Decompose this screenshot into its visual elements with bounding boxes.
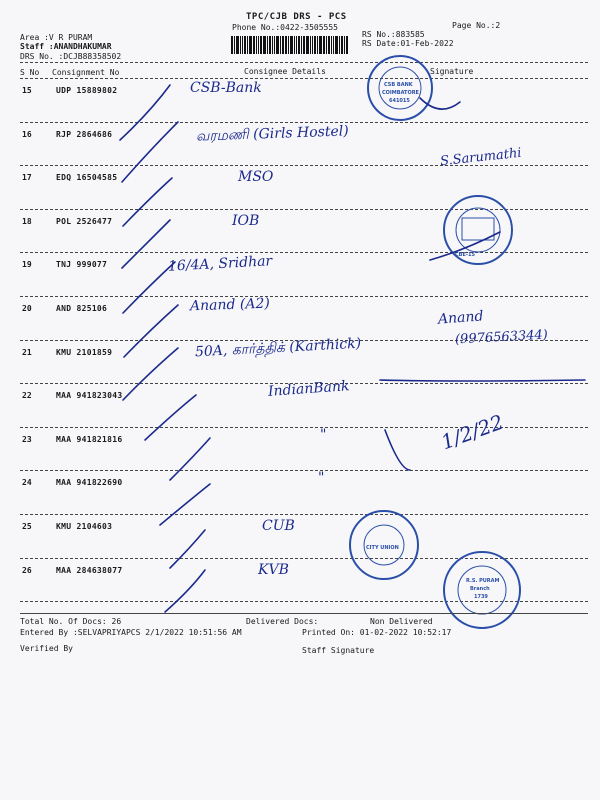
printed-on: Printed On: 01-02-2022 10:52:17 [302,628,452,637]
svg-text:641015: 641015 [389,98,410,104]
col-signature: Signature [430,67,474,76]
area-label: Area :V R PURAM [20,33,93,42]
row-consignee-handwriting: IOB [232,212,260,229]
row-consignment: POL 2526477 [56,216,113,226]
svg-text:CBE-15: CBE-15 [455,252,475,258]
svg-text:CSB BANK: CSB BANK [384,82,413,88]
row-sno: 20 [22,304,32,313]
svg-text:1739: 1739 [474,594,488,600]
page-number: Page No.:2 [452,21,501,30]
entered-by: Entered By :SELVAPRIYAPCS 2/1/2022 10:51:56 AM [20,628,242,637]
row-sno: 22 [22,391,32,401]
row-consignment: UDP 15889802 [56,86,118,95]
row-consignee-handwriting: KVB [258,561,289,578]
row-consignee-handwriting: CUB [262,518,295,534]
col-consignee: Consignee Details [244,67,326,76]
svg-text:Branch: Branch [470,586,490,592]
row-consignee-handwriting: " [318,470,325,487]
row-consignee-handwriting: IndianBank [267,378,350,401]
footer-rule [20,613,588,614]
row-sno: 16 [22,129,32,139]
row-consignment: AND 825106 [56,304,108,313]
signature-sarumathi: S.Sarumathi [439,145,523,170]
staff-signature: Staff Signature [302,646,375,655]
row-consignment: KMU 2101859 [56,347,113,357]
row-consignment: EDQ 16504585 [56,173,118,183]
non-delivered-docs: Non Delivered [370,617,433,626]
signature-anand: Anand [437,308,484,328]
row-consignment: KMU 2104603 [56,522,113,531]
row-consignment: MAA 284638077 [56,565,123,575]
row-consignee-handwriting: வரமணி (Girls Hostel) [195,122,349,145]
total-docs: Total No. Of Docs: 26 [20,617,122,626]
row-sno: 17 [22,173,32,183]
svg-text:R.S. PURAM: R.S. PURAM [466,578,500,584]
stamp-kvb [444,552,520,628]
svg-text:CITY UNION: CITY UNION [366,545,399,551]
rs-number: RS No.:883585 [362,30,425,39]
rs-date: RS Date:01-Feb-2022 [362,39,454,48]
row-consignment: MAA 941821816 [56,434,123,444]
row-consignee-handwriting: " [320,426,327,443]
row-consignee-handwriting: MSO [238,169,274,186]
col-sno: S No [20,68,40,77]
row-sno: 15 [22,86,32,95]
row-sno: 23 [22,434,32,444]
signature-phone: (9976563344) [454,327,549,348]
stamp-iob [444,196,512,264]
row-consignment: MAA 941823043 [56,391,123,401]
row-sno: 24 [22,478,32,488]
verified-by: Verified By [20,644,73,653]
col-consignment: Consignment No [52,68,120,77]
document-title: TPC/CJB DRS - PCS [246,12,347,22]
stamp-csb [368,56,432,120]
row-consignment: MAA 941822690 [56,478,123,488]
delivered-docs: Delivered Docs: [246,617,319,626]
row-consignee-handwriting: 50A, கார்த்திக் (Karthick) [194,335,362,360]
signature-date: 1/2/22 [437,409,507,455]
staff-label: Staff :ANANDHAKUMAR [20,42,112,51]
row-consignment: TNJ 999077 [56,260,108,270]
row-sno: 25 [22,522,32,531]
svg-text:COIMBATORE: COIMBATORE [382,90,419,96]
row-consignment: RJP 2864686 [56,129,113,139]
stamp-cub [350,511,418,579]
drs-number: DRS No. :DCJB88358502 [20,52,122,61]
row-sno: 19 [22,260,32,270]
row-consignee-handwriting: Anand (A2) [189,295,271,315]
row-sno: 21 [22,347,32,357]
phone-number: Phone No.:0422-3505555 [232,23,338,32]
row-consignee-handwriting: CSB-Bank [190,80,262,96]
row-consignee-handwriting: 16/4A, Sridhar [167,253,273,276]
row-sno: 18 [22,216,32,226]
row-sno: 26 [22,565,32,575]
